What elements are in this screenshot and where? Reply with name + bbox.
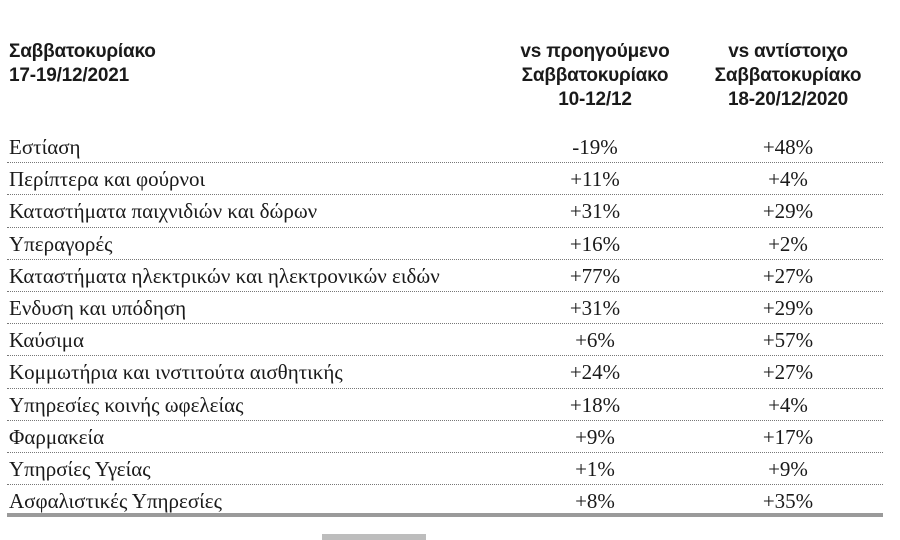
column-header-vs-last-year-line1: vs αντίστοιχο: [728, 41, 848, 62]
category-cell: Ασφαλιστικές Υπηρεσίες: [9, 489, 222, 514]
vs-previous-cell: +11%: [570, 167, 620, 192]
vs-previous-cell: +16%: [569, 231, 621, 256]
table-row: [0, 131, 900, 163]
column-header-vs-last-year-line2: Σαββατοκυρίακο: [714, 65, 862, 86]
vs-last-year-cell: +57%: [762, 328, 814, 353]
period-label: Σαββατοκυρίακο: [9, 41, 156, 62]
vs-last-year-cell: +27%: [762, 360, 814, 385]
table-body: [0, 131, 900, 517]
table-row: [0, 195, 900, 227]
vs-last-year-cell: +17%: [762, 424, 814, 449]
table-header: [0, 0, 900, 130]
vs-previous-cell: +1%: [575, 456, 615, 481]
vs-previous-cell: +31%: [569, 295, 621, 320]
vs-last-year-cell: +9%: [768, 456, 808, 481]
bottom-rule: [7, 513, 883, 517]
category-cell: Κομμωτήρια και ινστιτούτα αισθητικής: [9, 360, 343, 385]
vs-last-year-cell: +29%: [762, 199, 814, 224]
period-dates: 17-19/12/2021: [9, 65, 129, 86]
table-row: [0, 292, 900, 324]
vs-previous-cell: +77%: [569, 263, 621, 288]
category-cell: Καταστήματα ηλεκτρικών και ηλεκτρονικών ειδών: [9, 263, 440, 288]
table-row: [0, 228, 900, 260]
vs-last-year-cell: +4%: [768, 392, 808, 417]
column-header-vs-previous-line2: Σαββατοκυρίακο: [521, 65, 669, 86]
vs-last-year-cell: +27%: [762, 263, 814, 288]
category-cell: Υπηρσίες Υγείας: [9, 456, 151, 481]
table-row: [0, 453, 900, 485]
category-cell: Εστίαση: [9, 135, 81, 159]
column-header-vs-previous-line3: 10-12/12: [558, 89, 632, 110]
column-header-vs-last-year-line3: 18-20/12/2020: [728, 89, 848, 110]
vs-previous-cell: +6%: [575, 328, 615, 353]
category-cell: Υπεραγορές: [9, 231, 113, 256]
category-cell: Καταστήματα παιχνιδιών και δώρων: [9, 199, 318, 224]
table-row: [0, 163, 900, 195]
category-cell: Υπηρεσίες κοινής ωφελείας: [9, 392, 244, 417]
table-row: [0, 324, 900, 356]
vs-previous-cell: +31%: [569, 199, 621, 224]
table-row: [0, 421, 900, 453]
category-cell: Καύσιμα: [9, 328, 85, 353]
category-cell: Φαρμακεία: [9, 424, 105, 449]
vs-previous-cell: +18%: [569, 392, 621, 417]
table-row: [0, 356, 900, 388]
bottom-edge-mark: [322, 534, 426, 540]
vs-last-year-cell: +4%: [768, 167, 808, 192]
table-row: [0, 260, 900, 292]
vs-last-year-cell: +35%: [762, 489, 814, 514]
category-cell: Περίπτερα και φούρνοι: [9, 167, 206, 192]
vs-previous-cell: +9%: [575, 424, 615, 449]
vs-previous-cell: -19%: [572, 135, 618, 159]
category-cell: Ενδυση και υπόδηση: [9, 295, 187, 320]
column-header-vs-previous-line1: vs προηγούμενο: [520, 41, 670, 62]
period-header: [9, 40, 156, 88]
vs-last-year-cell: +29%: [762, 295, 814, 320]
column-header-vs-last-year: [688, 40, 888, 112]
column-header-vs-previous: [495, 40, 695, 112]
table-row: [0, 389, 900, 421]
vs-last-year-cell: +2%: [768, 231, 808, 256]
vs-previous-cell: +24%: [569, 360, 621, 385]
vs-previous-cell: +8%: [575, 489, 615, 514]
vs-last-year-cell: +48%: [762, 135, 814, 159]
